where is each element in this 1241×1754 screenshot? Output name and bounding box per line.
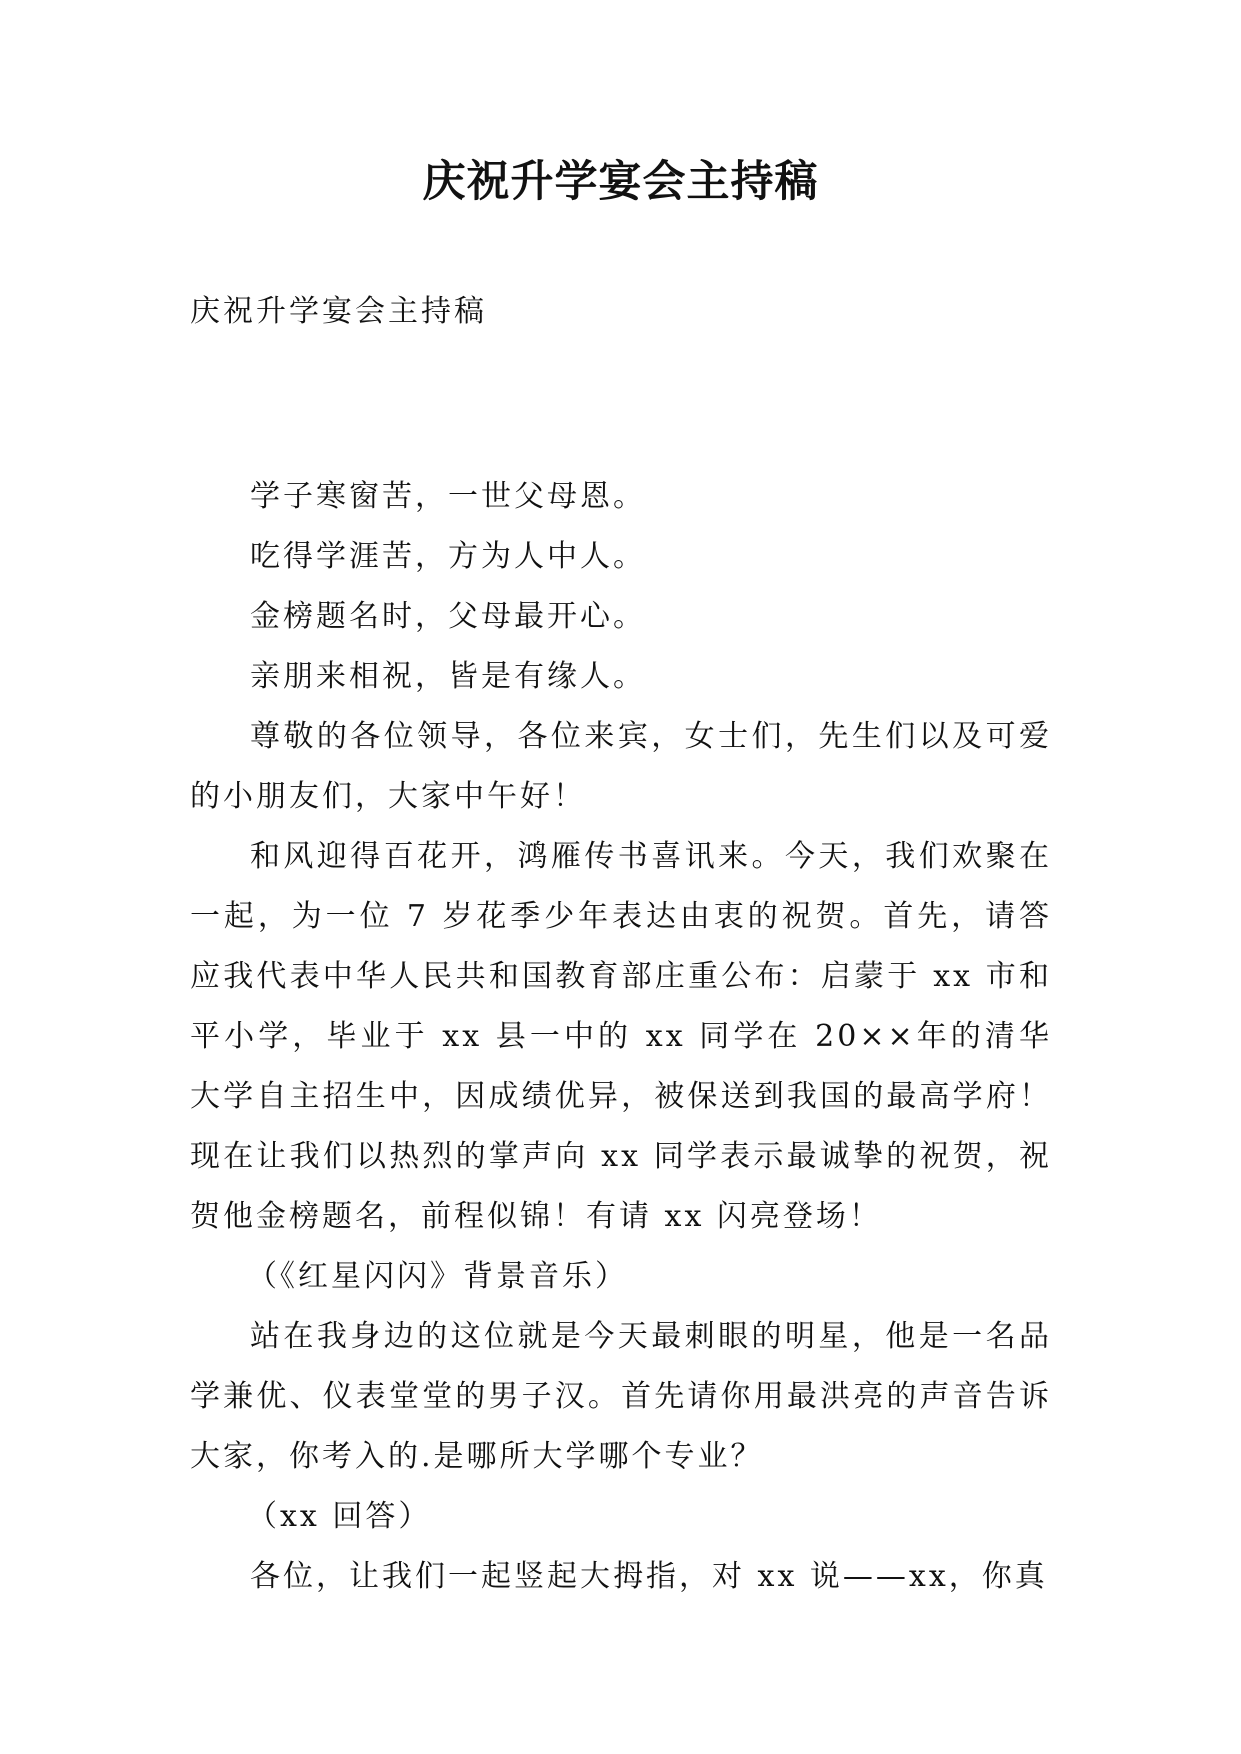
closing-paragraph: 各位，让我们一起竖起大拇指，对 xx 说——xx，你真 — [250, 1559, 1048, 1594]
document-title: 庆祝升学宴会主持稿 — [422, 157, 819, 207]
greeting-paragraph: 尊敬的各位领导，各位来宾，女士们，先生们以及可爱的小朋友们，大家中午好！ — [190, 719, 1052, 814]
verse-line: 金榜题名时，父母最开心。 — [250, 599, 646, 634]
announcement-paragraph: 和风迎得百花开，鸿雁传书喜讯来。今天，我们欢聚在一起，为一位 7 岁花季少年表达由衷的祝贺。首先，请答应我代表中华人民共和国教育部庄重公布：启蒙于 xx 市和平小学，毕业于 xx 县一中的 xx 同学在 20××年的清华大学自主招生中，因成绩优异，被保送到我国的最高学府！现在让我们以热烈的掌声向 xx 同学表示最诚挚的祝贺，祝贺他金榜题名，前程似锦！有请 xx 闪亮登场！ — [190, 839, 1052, 1234]
stage-direction: （《红星闪闪》背景音乐） — [247, 1259, 628, 1294]
introduction-paragraph: 站在我身边的这位就是今天最刺眼的明星，他是一名品学兼优、仪表堂堂的男子汉。首先请你用最洪亮的声音告诉大家，你考入的.是哪所大学哪个专业？ — [190, 1319, 1052, 1474]
document-body — [190, 467, 1052, 1607]
verse-line: 学子寒窗苦，一世父母恩。 — [250, 479, 646, 514]
verse-line: 吃得学涯苦，方为人中人。 — [250, 539, 646, 574]
document-subtitle: 庆祝升学宴会主持稿 — [190, 294, 487, 329]
stage-direction: （xx 回答） — [247, 1499, 432, 1534]
verse-line: 亲朋来相祝，皆是有缘人。 — [250, 659, 646, 694]
